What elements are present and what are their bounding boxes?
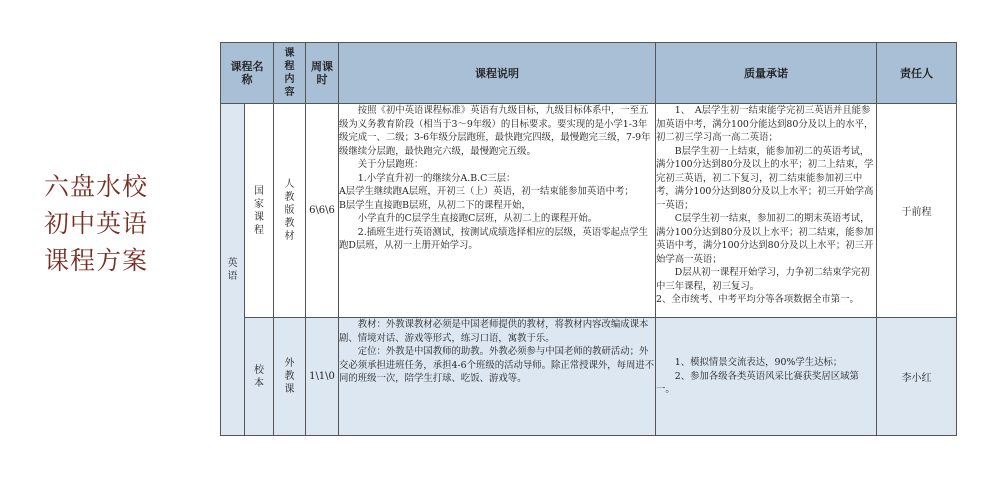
course-type: 校本: [245, 318, 274, 436]
course-plan-table: [220, 42, 957, 436]
header-name: 课程名称: [221, 43, 274, 104]
quality-commitment: 1、模拟情景交流表达，90%学生达标； 2、参加各级各类英语风采比赛获奖居区域第一。: [656, 318, 877, 436]
quality-commitment: 1、 A层学生初一结束能学完初三英语并且能参加英语中考，满分100分能达到80分及以上的水平，初二初三学习高一高二英语； B层学生初一上结束，能参加初二的英语考试，满分100分达到80分及以上的水平；初二上结束，学完初三英语，初二下复习，初二结束能参加初三中考，满分100分达到80分及以上水平；初三开始学高一英语； C层学生初一结束，参加初二的期末英语考试，满分100分达到80分及以上水平；初二结束，能参加英语中考，满分100分达到80分及以上水平；初三开始学高一英语； D层从初一课程开始学习，力争初二结束学完初中三年课程，初三复习。 2、全市统考、中考平均分等各项数据全市第一。: [656, 104, 877, 318]
course-hours: 1\1\0: [306, 318, 339, 436]
header-quality: 质量承诺: [656, 43, 877, 104]
owner: 于前程: [877, 104, 957, 318]
header-content: 课程内容: [274, 43, 306, 104]
subject-cell: 英语: [221, 104, 245, 436]
side-title-line: 课程方案: [44, 246, 149, 275]
header-owner: 责任人: [877, 43, 957, 104]
owner: 李小红: [877, 318, 957, 436]
course-hours: 6\6\6: [306, 104, 339, 318]
header-row: [221, 43, 957, 104]
course-type: 国家课程: [245, 104, 274, 318]
side-title-line: 初中英语: [44, 209, 149, 238]
header-desc: 课程说明: [339, 43, 656, 104]
header-hours: 周课时: [306, 43, 339, 104]
course-content: 外教课: [274, 318, 306, 436]
side-title: [44, 168, 194, 279]
course-description: 按照《初中英语课程标准》英语有九级目标，九级目标体系中，一至五级为义务教育阶段（相当于3～9年级）的目标要求。要实现的是小学1-3年级完成一、二级；3-6年级分层跑班，最快跑完四级，最慢跑完三级，7-9年级继续分层跑，最快跑完六级，最慢跑完五级。 关于分层跑班： 1.小学直升初一的继续分A.B.C三层： A层学生继续跑A层班，开初三（上）英语，初一结束能参加英语中考； B层学生直接跑B层班，从初二下的课程开始， 小学直升的C层学生直接跑C层班，从初二上的课程开始。 2.插班生进行英语测试，按测试成绩选择相应的层级，英语零起点学生跑D层班，从初一上册开始学习。: [339, 104, 656, 318]
table-row: [221, 318, 957, 436]
table-row: [221, 104, 957, 318]
course-content: 人教版教材: [274, 104, 306, 318]
course-description: 教材：外教课教材必须是中国老师提供的教材，将教材内容改编成课本剧、情境对话、游戏等形式，练习口语，寓教于乐。 定位：外教是中国教师的助教。外教必须参与中国老师的教研活动；外交必须承担进班任务，承担4-6个班级的活动导师。除正常授课外，每周进不同的班级一次，陪学生打球、吃饭、游戏等。: [339, 318, 656, 436]
side-title-line: 六盘水校: [44, 172, 149, 201]
